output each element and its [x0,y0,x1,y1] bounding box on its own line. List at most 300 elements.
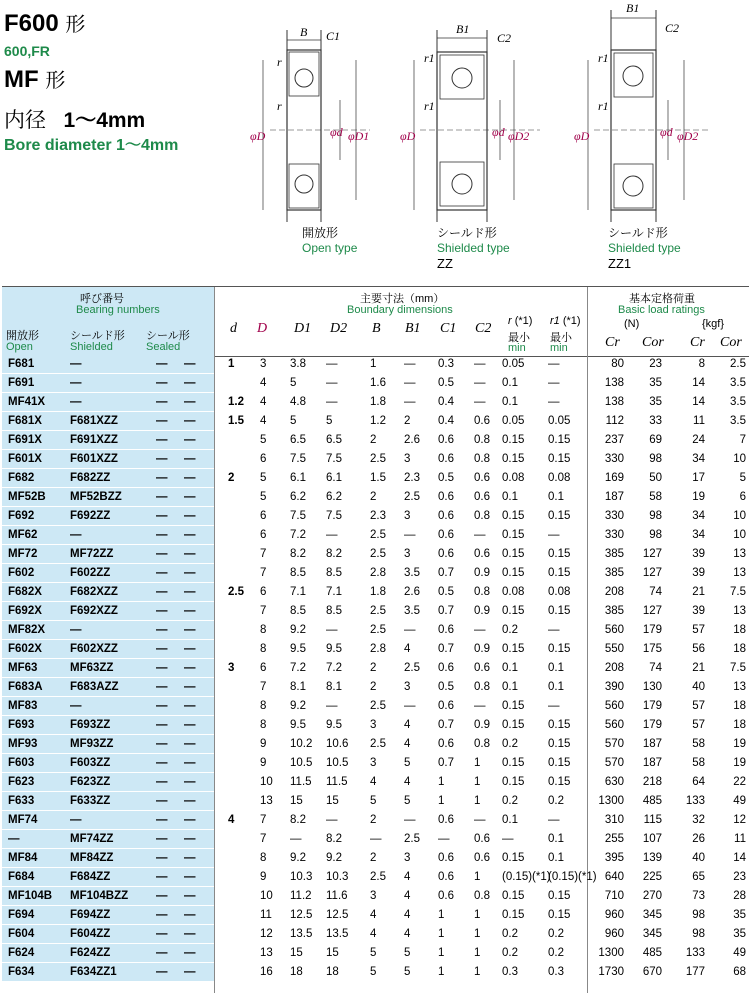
cell-c2: 1 [474,795,481,807]
cell-crk: 64 [692,776,705,788]
cell-r1: — [548,624,560,636]
cell-crk: 34 [692,453,705,465]
cell-cor: 139 [642,852,662,864]
cell-r: 0.1 [502,681,518,693]
header-r-min-en: min [508,342,526,354]
cell-crk: 98 [692,909,705,921]
cell-s1: — [156,624,168,636]
cell-open: F683A [8,681,43,693]
cell-s2: — [184,871,196,883]
cell-c1: 0.5 [438,472,454,484]
cell-crk: 14 [692,377,705,389]
header-d1: D1 [294,321,312,336]
cell-b1: — [404,358,416,370]
cell-d2: — [326,377,338,389]
cell-cork: 5 [739,472,746,484]
cell-d: 16 [260,966,273,978]
cell-s1: — [156,757,168,769]
cell-open: MF41X [8,396,46,408]
label-phid-open-outer: φD [250,129,266,143]
cell-cork: 13 [733,681,746,693]
cell-c1: 1 [438,795,445,807]
cell-c2: 0.6 [474,833,490,845]
cell-cork: 18 [733,719,746,731]
cell-open: MF52B [8,491,46,503]
header-b: B [372,321,381,336]
table-row [2,773,749,792]
cell-d2: 18 [326,966,339,978]
cell-c2: 0.8 [474,510,490,522]
cell-open: F602 [8,567,35,579]
cell-s2: — [184,776,196,788]
cell-d1: 8.2 [290,814,306,826]
cell-s1: — [156,396,168,408]
cell-s2: — [184,415,196,427]
cell-c2: 0.9 [474,719,490,731]
cell-d: 7 [260,605,267,617]
cell-cor: 485 [642,795,662,807]
cell-d2: — [326,396,338,408]
label-phid-zz1-outer: φD [574,129,590,143]
cell-cork: 18 [733,643,746,655]
cell-crk: 17 [692,472,705,484]
cell-cork: 68 [733,966,746,978]
table-row [2,678,749,697]
cell-c2: 0.8 [474,890,490,902]
cell-d2: 8.1 [326,681,342,693]
cell-crk: 177 [685,966,705,978]
cell-cork: 18 [733,624,746,636]
table-row [2,412,749,431]
header-open-en: Open [6,341,33,353]
cell-shield: — [70,529,82,541]
cell-c1: 0.5 [438,377,454,389]
cell-b1: 4 [404,738,411,750]
cell-d: 11 [260,909,272,921]
cell-c1: 0.6 [438,700,454,712]
cell-s2: — [184,909,196,921]
cell-crk: 11 [693,415,705,427]
label-b1-zz: B1 [456,22,470,36]
cell-b: 5 [370,966,377,978]
cell-crk: 57 [692,700,705,712]
cell-cr: 560 [604,700,624,712]
cell-b: 1.2 [370,415,386,427]
cell-s2: — [184,491,196,503]
cell-b1: — [404,396,416,408]
cell-open: F682X [8,586,42,598]
cell-b: 3 [370,719,377,731]
header-r1-symbol: r1 [550,315,560,327]
cell-r: 0.1 [502,814,518,826]
cell-r1: 0.1 [548,852,564,864]
cell-s1: — [156,947,168,959]
series-f600-subtitle: 600,FR [4,43,50,59]
table-row [2,355,749,374]
cell-b1: 5 [404,947,411,959]
cell-d2: — [326,529,338,541]
cell-shield: F683AZZ [70,681,119,693]
cell-d: 4 [260,377,267,389]
cell-cr: 237 [604,434,624,446]
header-bearing-numbers-jp: 呼び番号 [80,293,124,305]
cell-d: 6 [260,510,267,522]
header-unit-n: (N) [624,318,640,330]
label-r-open: r [277,55,282,69]
cell-d1: 11.2 [290,890,312,902]
cell-r1: — [548,529,560,541]
cell-cork: 3.5 [730,415,746,427]
cell-shield: F682XZZ [70,586,118,598]
cell-r: 0.15 [502,890,525,902]
cell-r1: 0.15 [548,453,571,465]
cell-d: 1 [228,358,235,370]
shielded-zz1-diagram [574,1,710,222]
cell-open: F603 [8,757,35,769]
cell-d1: 6.2 [290,491,306,503]
cell-crk: 34 [692,510,705,522]
cell-c2: 0.8 [474,738,490,750]
cell-cork: 28 [733,890,746,902]
table-row [2,621,749,640]
cell-s2: — [184,586,196,598]
cell-r1: 0.3 [548,966,564,978]
table-row [2,469,749,488]
cell-open: F623 [8,776,35,788]
cell-s2: — [184,605,196,617]
cell-open: F601X [8,453,42,465]
label-b1-zz1: B1 [626,1,640,15]
cell-b: 3 [370,757,377,769]
cell-r: 0.1 [502,491,518,503]
cell-b1: 5 [404,966,411,978]
cell-cr: 640 [604,871,624,883]
cell-d2: 12.5 [326,909,349,921]
cell-c1: 0.6 [438,453,454,465]
header-r1-min-en: min [550,342,568,354]
header-c2: C2 [475,321,492,336]
cell-d: 1.5 [228,415,244,427]
cell-d2: 5 [326,415,333,427]
cell-cor: 115 [643,814,662,826]
cell-r: 0.1 [502,377,518,389]
cell-d2: 15 [326,947,339,959]
cell-r1: 0.08 [548,472,571,484]
cell-r: 0.15 [502,567,525,579]
cell-s2: — [184,396,196,408]
cell-s2: — [184,700,196,712]
cell-b: 2.5 [370,453,386,465]
cell-cr: 169 [604,472,624,484]
cell-r: 0.15 [502,453,525,465]
series-mf-name: MF [4,66,39,93]
cell-s2: — [184,624,196,636]
label-r1-zz: r1 [424,51,435,65]
cell-b: — [370,833,382,845]
cell-d: 8 [260,852,267,864]
table-row [2,431,749,450]
cell-open: MF104B [8,890,53,902]
cell-d: 5 [260,472,267,484]
cell-s2: — [184,377,196,389]
cell-r1: 0.2 [548,928,564,940]
cell-cor: 130 [642,681,662,693]
cell-d1: 7.2 [290,662,306,674]
cell-crk: 26 [692,833,705,845]
cell-r: 0.15 [502,510,525,522]
cell-cr: 330 [604,510,624,522]
cell-r1: — [548,700,560,712]
cell-cork: 13 [733,605,746,617]
cell-shield: F684ZZ [70,871,111,883]
cell-r1: 0.15 [548,643,571,655]
cell-cor: 35 [649,396,662,408]
table-row [2,488,749,507]
cell-r1: 0.2 [548,795,564,807]
cell-r: 0.1 [502,662,518,674]
cell-d1: 6.5 [290,434,306,446]
cell-r1: 0.08 [548,586,571,598]
cell-d: 5 [260,434,267,446]
cell-cor: 187 [642,738,662,750]
cell-r1: 0.15 [548,757,571,769]
cell-open: F602X [8,643,42,655]
cell-d: 6 [260,529,267,541]
cell-b: 2 [370,814,377,826]
cell-s1: — [156,529,168,541]
cell-cr: 395 [604,852,624,864]
cell-s2: — [184,890,196,902]
header-unit-kgf: {kgf} [702,318,725,330]
cell-r: 0.15 [502,548,525,560]
cell-crk: 34 [692,529,705,541]
header-c1: C1 [440,321,457,336]
cell-r1: 0.2 [548,947,564,959]
header-big-d: D [257,321,268,336]
cell-s2: — [184,738,196,750]
cell-b: 1.6 [370,377,386,389]
cell-cr: 330 [604,453,624,465]
cell-cor: 225 [642,871,662,883]
cell-c1: 1 [438,928,445,940]
cell-d2: 6.1 [326,472,342,484]
cell-c1: 0.5 [438,681,454,693]
cell-c1: 0.4 [438,415,454,427]
cell-cor: 127 [642,605,662,617]
header-d2: D2 [330,321,348,336]
cell-cork: 2.5 [730,358,746,370]
cell-cork: 11 [734,833,746,845]
cell-r1: 0.15 [548,738,571,750]
cell-b: 2.5 [370,605,386,617]
cell-b1: 4 [404,776,411,788]
cell-b1: 2.5 [404,662,420,674]
cell-b1: 4 [404,719,411,731]
cell-d: 2 [228,472,235,484]
cell-b: 3 [370,890,377,902]
header-open-jp: 開放形 [6,330,39,342]
cell-r: 0.15 [502,605,525,617]
cell-d: 13 [260,795,273,807]
cell-c1: 0.7 [438,757,454,769]
cell-shield: F602XZZ [70,643,118,655]
cell-shield: F601XZZ [70,453,118,465]
cell-c1: 0.6 [438,662,454,674]
cell-c2: 0.9 [474,605,490,617]
cell-cor: 98 [649,510,662,522]
cell-open: F634 [8,966,35,978]
cell-d: 1.2 [228,396,244,408]
cell-d1: 5 [290,415,297,427]
table-row [2,393,749,412]
cell-s1: — [156,586,168,598]
cell-r1: 0.15 [548,510,571,522]
cell-crk: 40 [692,681,705,693]
header-r-symbol: r [508,315,512,327]
caption-open-jp: 開放形 [302,226,339,240]
cell-cor: 175 [642,643,662,655]
cell-s1: — [156,510,168,522]
label-c2-zz: C2 [497,31,512,45]
cell-cr: 390 [604,681,624,693]
cell-r1: — [548,814,560,826]
label-b-open: B [300,25,308,39]
table-row [2,374,749,393]
cell-b: 2.5 [370,738,386,750]
cell-s2: — [184,928,196,940]
cell-b: 5 [370,795,377,807]
cell-shield: F691XZZ [70,434,118,446]
header-r1-note: (*1) [562,315,581,327]
cell-b: 2.3 [370,510,386,522]
header-dims-jp: 主要寸法（mm） [360,293,445,305]
table-row [2,716,749,735]
cell-shield: F692XZZ [70,605,118,617]
cell-cor: 23 [649,358,662,370]
cell-open: F694 [8,909,35,921]
cell-crk: 98 [692,928,705,940]
cell-c1: 0.3 [438,358,454,370]
cell-d2: 7.5 [326,510,342,522]
cell-d2: 7.5 [326,453,342,465]
cell-s1: — [156,928,168,940]
cell-open: F624 [8,947,35,959]
cell-cor: 270 [642,890,662,902]
cell-c2: 0.6 [474,472,490,484]
cell-shield: — [70,377,82,389]
header-r-note: (*1) [514,315,533,327]
cell-r1: 0.15 [548,776,571,788]
cell-d1: 5 [290,377,297,389]
cell-s2: — [184,719,196,731]
cell-open: F681X [8,415,42,427]
cell-b1: — [404,700,416,712]
cell-c1: 1 [438,947,445,959]
cell-d2: 8.5 [326,567,342,579]
cell-r: 0.2 [502,624,518,636]
caption-open-type [302,224,357,255]
cell-s2: — [184,529,196,541]
cell-b1: 3.5 [404,567,420,579]
label-r1b-zz: r1 [424,99,435,113]
cell-cor: 58 [649,491,662,503]
cell-b: 4 [370,776,377,788]
cell-c2: 0.9 [474,567,490,579]
cell-crk: 32 [692,814,705,826]
cell-c2: 1 [474,947,481,959]
cell-d1: 7.2 [290,529,306,541]
cell-open: MF83 [8,700,38,712]
cell-s2: — [184,814,196,826]
cell-cr: 550 [604,643,624,655]
cell-cr: 385 [604,567,624,579]
cell-s1: — [156,548,168,560]
cell-s1: — [156,833,168,845]
cell-b1: — [404,814,416,826]
cell-shield: F624ZZ [70,947,111,959]
cell-d: 8 [260,643,267,655]
cell-s2: — [184,567,196,579]
cell-cork: 7.5 [730,662,746,674]
cell-c2: 1 [474,776,481,788]
cell-cr: 255 [604,833,624,845]
header-r1-min-jp: 最小 [550,332,572,344]
cell-c2: 0.6 [474,852,490,864]
cell-d1: 4.8 [290,396,306,408]
cell-c2: 1 [474,871,481,883]
cell-b1: 2 [404,415,411,427]
cell-c2: 0.8 [474,453,490,465]
cell-cork: 19 [733,757,746,769]
cell-crk: 39 [692,567,705,579]
cell-c1: 0.6 [438,814,454,826]
cell-r: 0.15 [502,700,525,712]
cell-cork: 3.5 [730,396,746,408]
cell-c1: 0.6 [438,510,454,522]
cell-b: 4 [370,909,377,921]
cell-shield: F603ZZ [70,757,111,769]
cell-d: 10 [260,890,273,902]
cell-cr: 1730 [598,966,624,978]
cell-d1: 7.1 [290,586,306,598]
cell-s1: — [156,795,168,807]
table-row [2,450,749,469]
cell-s1: — [156,643,168,655]
cell-s2: — [184,966,196,978]
cell-s1: — [156,814,168,826]
cell-shield: F694ZZ [70,909,111,921]
table-row [2,545,749,564]
cell-cr: 960 [604,909,624,921]
table-row [2,754,749,773]
cell-cor: 345 [642,909,662,921]
cell-r: 0.05 [502,358,525,370]
cell-cor: 33 [649,415,662,427]
cell-b1: 4 [404,871,411,883]
cell-cork: 10 [733,529,746,541]
cell-r: 0.08 [502,586,525,598]
cell-b1: 3 [404,548,411,560]
cell-c1: 1 [438,966,445,978]
header-r-min-jp: 最小 [508,332,530,344]
cell-b: 2 [370,852,377,864]
cell-c2: 0.6 [474,491,490,503]
table-row [2,697,749,716]
header-shielded-jp: シールド形 [70,330,125,342]
header-b1: B1 [405,321,421,336]
cell-d2: 10.6 [326,738,349,750]
cell-c2: 1 [474,928,481,940]
